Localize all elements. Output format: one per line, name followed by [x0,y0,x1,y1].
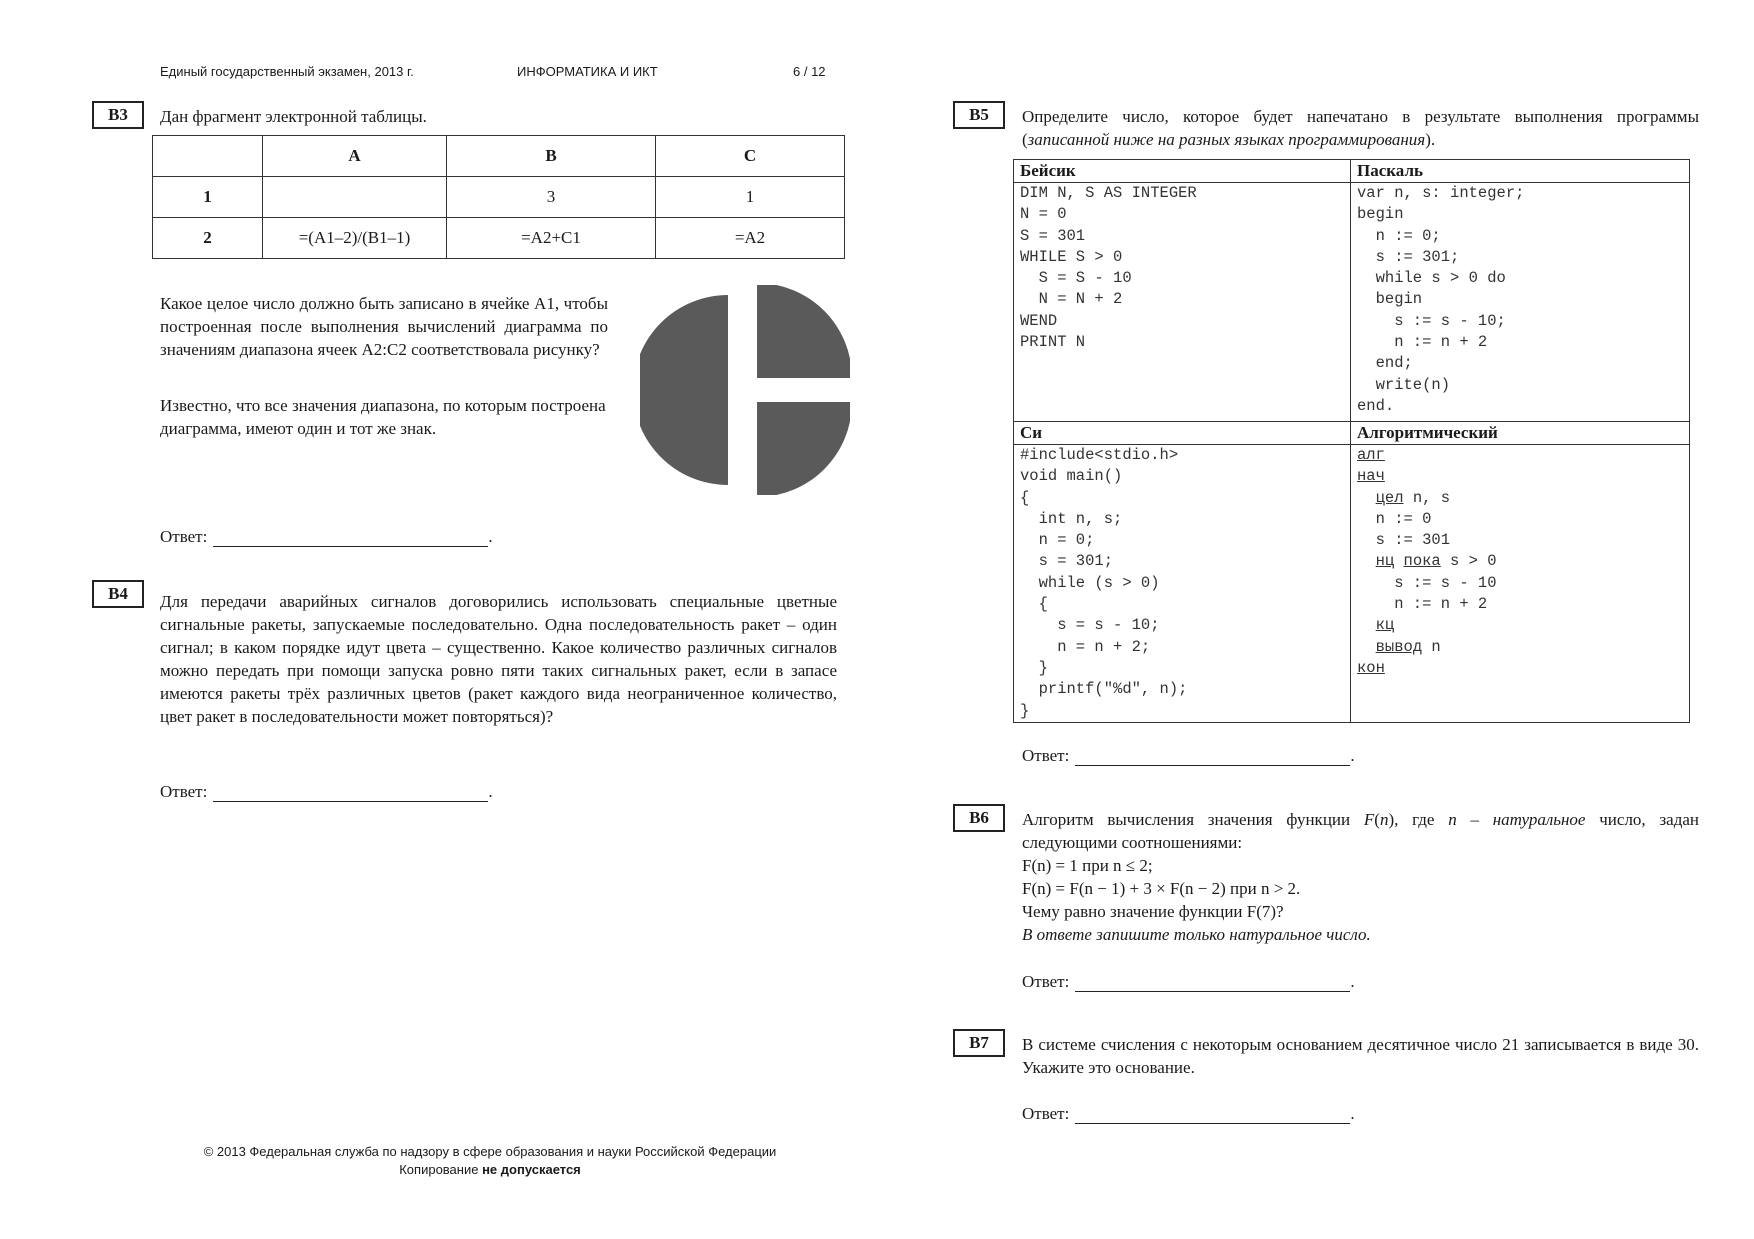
answer-label: Ответ: [160,527,208,546]
footer [140,1143,840,1179]
col-header-b: B [447,136,656,177]
row-header-2: 2 [153,218,263,259]
col-header-c: C [656,136,845,177]
cell-b1: 3 [447,177,656,218]
lang-title-pascal: Паскаль [1351,160,1690,183]
page-number: 6 / 12 [793,64,826,79]
pie-chart [640,285,850,495]
task-badge-b3: B3 [92,101,144,129]
b6-question: Чему равно значение функции F(7)? [1022,902,1284,921]
lang-title-algo: Алгоритмический [1351,422,1690,445]
row-header-1: 1 [153,177,263,218]
answer-label: Ответ: [160,782,208,801]
b3-note: Известно, что все значения диапазона, по которым построена диаграмма, имеют один и тот же знак. [160,396,606,438]
answer-label: Ответ: [1022,972,1070,991]
b5-text: Определите число, которое будет напечатано в результате выполнения программы (записанной ниже на разных языках программирования). [1022,107,1699,149]
b3-answer: Ответ: . [160,527,493,546]
answer-field[interactable] [1075,1105,1350,1124]
program-code-table [1013,159,1690,723]
b7-text: В системе счисления с некоторым основанием десятичное число 21 записывается в виде 30. Укажите это основание. [1022,1035,1699,1077]
task-badge-b7: B7 [953,1029,1005,1057]
code-basic: DIM N, S AS INTEGER N = 0 S = 301 WHILE S > 0 S = S - 10 N = N + 2 WEND PRINT N [1014,183,1351,422]
spreadsheet-fragment [152,135,845,259]
b4-text: Для передачи аварийных сигналов договорились использовать специальные цветные сигнальные ракеты, запускаемые последовательно. Одна последовательность ракет – один сигнал; в каком порядке идут цвета – существенно. Какое количество различных сигналов можно передать при помощи запуска ровно пяти таких сигнальных ракет, если в запасе имеются ракеты трёх различных цветов (ракет каждого вида неограниченное количество, цвет ракет в последовательности может повторяться)? [160,592,837,726]
answer-field[interactable] [1075,973,1350,992]
b3-question: Какое целое число должно быть записано в ячейке A1, чтобы построенная после выполнения вычислений диаграмма по значениям диапазона ячеек A2:C2 соответствовала рисунку? [160,294,608,359]
task-badge-b6: B6 [953,804,1005,832]
copyright-line: © 2013 Федеральная служба по надзору в сфере образования и науки Российской Федерации [203,1144,777,1159]
col-header-a: A [263,136,447,177]
b6-hint: В ответе запишите только натуральное число. [1022,925,1371,944]
cell-b2: =A2+C1 [447,218,656,259]
copy-notice: Копирование не допускается [399,1162,581,1177]
pie-slice-2 [757,402,850,495]
answer-field[interactable] [213,528,488,547]
code-c: #include<stdio.h> void main() { int n, s; n = 0; s = 301; while (s > 0) { s = s - 10; n = n + 2; } printf("%d", n); } [1014,445,1351,723]
pie-slice-3 [640,295,728,485]
b4-answer: Ответ: . [160,782,493,801]
b7-answer: Ответ: . [1022,1104,1355,1123]
subject-title: ИНФОРМАТИКА И ИКТ [517,64,658,79]
answer-field[interactable] [213,783,488,802]
b6-formula-1: F(n) = 1 при n ≤ 2; [1022,856,1153,875]
b3-intro: Дан фрагмент электронной таблицы. [160,107,427,126]
b6-answer: Ответ: . [1022,972,1355,991]
b5-answer: Ответ: . [1022,746,1355,765]
corner-cell [153,136,263,177]
answer-field[interactable] [1075,747,1350,766]
code-algo: алг нач цел n, s n := 0 s := 301 нц пока s > 0 s := s - 10 n := n + 2 кц вывод n кон [1351,445,1690,723]
pie-slice-1 [757,285,850,378]
cell-a1 [263,177,447,218]
answer-label: Ответ: [1022,746,1070,765]
lang-title-c: Си [1014,422,1351,445]
b6-intro: Алгоритм вычисления значения функции F(n), где n – натуральное число, задан следующими соотношениями: [1022,810,1699,852]
cell-c1: 1 [656,177,845,218]
lang-title-basic: Бейсик [1014,160,1351,183]
cell-a2: =(A1–2)/(B1–1) [263,218,447,259]
cell-c2: =A2 [656,218,845,259]
b6-formula-2: F(n) = F(n − 1) + 3 × F(n − 2) при n > 2. [1022,879,1301,898]
task-badge-b5: B5 [953,101,1005,129]
answer-label: Ответ: [1022,1104,1070,1123]
exam-title: Единый государственный экзамен, 2013 г. [160,64,414,79]
task-badge-b4: B4 [92,580,144,608]
code-pascal: var n, s: integer; begin n := 0; s := 301; while s > 0 do begin s := s - 10; n := n + 2 end; write(n) end. [1351,183,1690,422]
